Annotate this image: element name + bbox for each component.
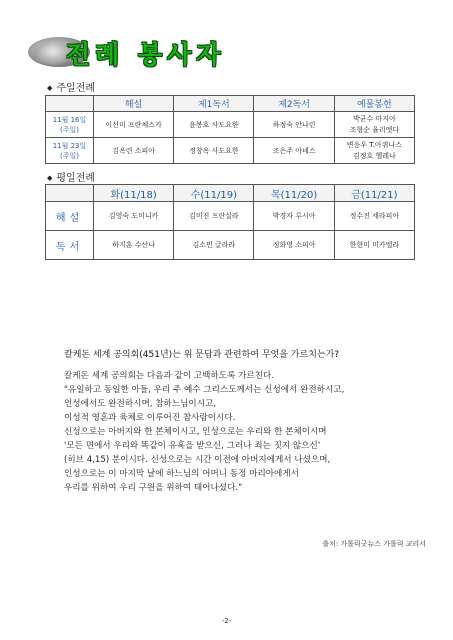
- table-cell: 김옥련 소피아: [93, 138, 173, 164]
- page-number: -2-: [221, 617, 232, 625]
- answer-line: 이성적 영혼과 육체로 이루어진 참사람이시다.: [64, 413, 236, 423]
- sunday-section-label: [47, 79, 95, 94]
- diamond-bullet-icon: ◆: [47, 174, 53, 182]
- table-cell: 한현미 미카엘라: [334, 231, 414, 260]
- empty-header: [46, 185, 94, 202]
- answer-line: 인성에서도 완전하시며, 참하느님이시고,: [64, 399, 217, 409]
- table-cell: 박경자 루시아: [254, 202, 334, 231]
- table-row: [46, 231, 415, 260]
- answer-line: "유일하고 동일한 아들, 우리 주 예수 그리스도께서는 신성에서 완전하시고,: [64, 385, 345, 395]
- table-cell: 김미진 프란실라: [174, 202, 254, 231]
- role-cell: 해설: [46, 202, 94, 231]
- role-cell: 독서: [46, 231, 94, 260]
- answer-line: 신성으로는 아버지와 한 본체이시고, 인성으로는 우리와 한 본체이시며: [64, 427, 327, 437]
- weekday-label-text: 평일전례: [56, 173, 96, 184]
- title-area: [28, 33, 228, 73]
- table-row: [46, 202, 415, 231]
- header-cell: 제2독서: [254, 96, 334, 112]
- header-cell: 해설: [93, 96, 173, 112]
- table-header-row: [46, 185, 415, 202]
- table-row: [46, 138, 415, 164]
- sunday-label-text: 주일전례: [56, 83, 96, 94]
- table-cell: 하정숙 안나린: [254, 112, 334, 138]
- offer-cell: 박균수 마지아 조형순 율리엣다: [334, 112, 414, 138]
- table-cell: 김영숙 도미니카: [93, 202, 173, 231]
- empty-header: [46, 96, 94, 112]
- table-cell: 이선미 프란체스카: [93, 112, 173, 138]
- weekday-table: [45, 184, 415, 260]
- header-cell: 예물봉헌: [334, 96, 414, 112]
- answer-line: '모든 면에서 우리와 똑같이 유혹을 받으신, 그러나 죄는 짓지 않으신': [64, 441, 321, 451]
- offer-cell: 변응우 T.아퀴나스 김정호 헬레나: [334, 138, 414, 164]
- table-row: [46, 112, 415, 138]
- weekday-section-label: [47, 169, 95, 184]
- source-credit: 출처: 가톨릭굿뉴스 가톨릭 교리서: [322, 540, 426, 548]
- answer-line: (히브 4,15) 분이시다. 신성으로는 시간 이전에 아버지에게서 나셨으며,: [64, 455, 331, 465]
- header-cell: 수(11/19): [174, 185, 254, 202]
- header-cell: 화(11/18): [93, 185, 173, 202]
- page-title: 전례 봉사자: [66, 40, 226, 69]
- table-cell: 김소민 글라라: [174, 231, 254, 260]
- diamond-bullet-icon: ◆: [47, 84, 53, 92]
- table-header-row: [46, 96, 415, 112]
- header-cell: 제1독서: [174, 96, 254, 112]
- date-cell: 11월 16일 (주일): [46, 112, 94, 138]
- date-cell: 11월 23일 (주일): [46, 138, 94, 164]
- sunday-table: [45, 95, 415, 164]
- table-cell: 하지훈 수산나: [93, 231, 173, 260]
- answer-line: 우리를 위하여 우리 구원을 위하여 태어나셨다.": [64, 483, 243, 493]
- question-text: 칼케돈 세계 공의회(451년)는 위 문답과 관련하여 무엇을 가르치는가?: [64, 350, 340, 360]
- table-cell: 윤봉호 사도요한: [174, 112, 254, 138]
- answer-line: 인성으로는 이 마지막 날에 하느님의 어머니 동정 마리아에게서: [64, 469, 299, 479]
- table-cell: 정수진 세라피아: [334, 202, 414, 231]
- table-cell: 정창옥 사도요한: [174, 138, 254, 164]
- header-cell: 목(11/20): [254, 185, 334, 202]
- answer-body: [64, 369, 344, 495]
- answer-line: 칼케돈 세계 공의회는 다음과 같이 고백하도록 가르친다.: [64, 371, 275, 381]
- table-cell: 조은주 아녜스: [254, 138, 334, 164]
- header-cell: 금(11/21): [334, 185, 414, 202]
- table-cell: 정화영 소피아: [254, 231, 334, 260]
